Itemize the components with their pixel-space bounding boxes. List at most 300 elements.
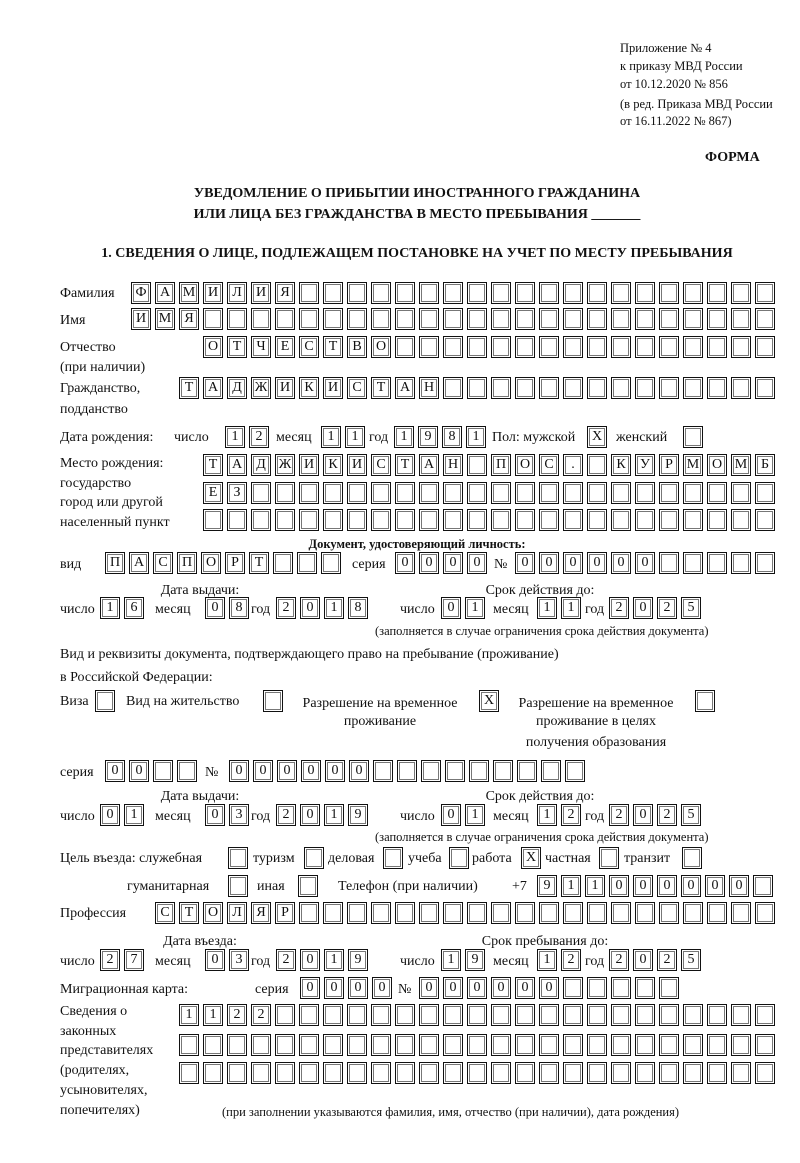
char-cell[interactable]: 1 [324,949,344,971]
char-cell[interactable] [395,336,415,358]
char-cell[interactable]: 0 [300,804,320,826]
char-cell[interactable]: И [251,282,271,304]
char-cell[interactable] [683,552,703,574]
char-cell[interactable]: Т [323,336,343,358]
char-cell[interactable]: 0 [611,552,631,574]
char-cell[interactable] [707,336,727,358]
char-cell[interactable] [443,1062,463,1084]
char-cell[interactable] [347,509,367,531]
char-cell[interactable] [539,509,559,531]
char-cell[interactable] [275,1004,295,1026]
char-cell[interactable] [659,902,679,924]
char-cell[interactable]: 0 [633,597,653,619]
char-cell[interactable] [467,509,487,531]
char-cell[interactable] [707,308,727,330]
char-cell[interactable] [563,308,583,330]
checkbox-cell[interactable] [228,875,248,897]
char-cell[interactable]: 1 [537,597,557,619]
char-cell[interactable] [323,1062,343,1084]
char-cell[interactable]: 2 [227,1004,247,1026]
char-cell[interactable]: 1 [225,426,245,448]
char-cell[interactable] [635,282,655,304]
char-cell[interactable] [371,1004,391,1026]
char-cell[interactable]: С [153,552,173,574]
char-cell[interactable] [611,282,631,304]
char-cell[interactable]: 0 [443,977,463,999]
char-cell[interactable] [635,1034,655,1056]
char-cell[interactable]: 1 [124,804,144,826]
char-cell[interactable]: 0 [419,977,439,999]
char-cell[interactable] [297,552,317,574]
char-cell[interactable]: 9 [537,875,557,897]
char-cell[interactable] [707,282,727,304]
char-cell[interactable] [227,1034,247,1056]
char-cell[interactable] [635,308,655,330]
char-cell[interactable] [563,1004,583,1026]
char-cell[interactable] [611,482,631,504]
char-cell[interactable]: 5 [681,597,701,619]
char-cell[interactable]: И [275,377,295,399]
char-cell[interactable] [443,1034,463,1056]
char-cell[interactable] [371,902,391,924]
char-cell[interactable]: 0 [205,804,225,826]
char-cell[interactable] [683,1034,703,1056]
char-cell[interactable]: 1 [441,949,461,971]
char-cell[interactable] [611,1062,631,1084]
char-cell[interactable]: 2 [251,1004,271,1026]
char-cell[interactable] [707,1062,727,1084]
char-cell[interactable]: 0 [657,875,677,897]
char-cell[interactable]: 0 [539,552,559,574]
char-cell[interactable] [611,377,631,399]
char-cell[interactable]: К [299,377,319,399]
checkbox-cell[interactable] [228,847,248,869]
char-cell[interactable] [755,1034,775,1056]
char-cell[interactable] [323,282,343,304]
char-cell[interactable] [731,509,751,531]
char-cell[interactable]: 2 [609,949,629,971]
char-cell[interactable] [419,336,439,358]
char-cell[interactable]: 0 [467,977,487,999]
char-cell[interactable] [563,482,583,504]
char-cell[interactable]: 0 [300,977,320,999]
char-cell[interactable] [587,282,607,304]
char-cell[interactable]: 1 [466,426,486,448]
char-cell[interactable]: 9 [348,949,368,971]
char-cell[interactable]: 2 [276,597,296,619]
char-cell[interactable] [611,1034,631,1056]
char-cell[interactable] [419,282,439,304]
char-cell[interactable] [755,482,775,504]
char-cell[interactable]: 1 [585,875,605,897]
char-cell[interactable] [443,336,463,358]
char-cell[interactable] [323,482,343,504]
char-cell[interactable] [323,509,343,531]
char-cell[interactable] [299,1004,319,1026]
char-cell[interactable] [395,1004,415,1026]
char-cell[interactable] [539,336,559,358]
char-cell[interactable] [395,1062,415,1084]
char-cell[interactable] [635,1062,655,1084]
char-cell[interactable]: С [347,377,367,399]
char-cell[interactable] [467,377,487,399]
char-cell[interactable] [731,1062,751,1084]
char-cell[interactable] [515,509,535,531]
char-cell[interactable]: 0 [325,760,345,782]
char-cell[interactable]: Л [227,282,247,304]
char-cell[interactable] [659,482,679,504]
char-cell[interactable] [683,1062,703,1084]
char-cell[interactable] [539,902,559,924]
char-cell[interactable] [683,509,703,531]
char-cell[interactable]: Т [371,377,391,399]
char-cell[interactable] [707,902,727,924]
char-cell[interactable] [323,902,343,924]
char-cell[interactable] [635,902,655,924]
char-cell[interactable]: 5 [681,949,701,971]
char-cell[interactable]: С [299,336,319,358]
char-cell[interactable] [731,552,751,574]
char-cell[interactable] [491,1004,511,1026]
char-cell[interactable] [563,1034,583,1056]
char-cell[interactable]: Р [225,552,245,574]
char-cell[interactable]: О [515,454,535,476]
char-cell[interactable] [275,1034,295,1056]
char-cell[interactable] [467,282,487,304]
char-cell[interactable] [179,1034,199,1056]
char-cell[interactable]: 2 [657,949,677,971]
char-cell[interactable] [539,1004,559,1026]
char-cell[interactable]: 0 [515,977,535,999]
char-cell[interactable] [443,1004,463,1026]
char-cell[interactable]: М [683,454,703,476]
char-cell[interactable]: 0 [441,597,461,619]
char-cell[interactable]: А [395,377,415,399]
checkbox-cell[interactable] [95,690,115,712]
checkbox-cell[interactable] [449,847,469,869]
char-cell[interactable]: 7 [124,949,144,971]
char-cell[interactable] [347,1004,367,1026]
char-cell[interactable] [587,1034,607,1056]
char-cell[interactable]: 2 [609,597,629,619]
char-cell[interactable] [659,509,679,531]
char-cell[interactable] [587,482,607,504]
char-cell[interactable]: И [323,377,343,399]
checkbox-cell[interactable] [683,426,703,448]
char-cell[interactable] [707,509,727,531]
char-cell[interactable] [395,482,415,504]
char-cell[interactable] [203,509,223,531]
char-cell[interactable] [467,454,487,476]
char-cell[interactable] [755,1062,775,1084]
char-cell[interactable] [347,1034,367,1056]
char-cell[interactable] [491,1062,511,1084]
char-cell[interactable]: Ф [131,282,151,304]
char-cell[interactable]: 0 [205,597,225,619]
char-cell[interactable]: 0 [587,552,607,574]
char-cell[interactable]: 2 [657,804,677,826]
char-cell[interactable] [467,1004,487,1026]
char-cell[interactable] [731,308,751,330]
char-cell[interactable]: 0 [301,760,321,782]
char-cell[interactable]: 0 [443,552,463,574]
char-cell[interactable] [467,482,487,504]
char-cell[interactable] [539,377,559,399]
char-cell[interactable] [371,482,391,504]
char-cell[interactable]: 9 [348,804,368,826]
char-cell[interactable] [177,760,197,782]
char-cell[interactable] [373,760,393,782]
char-cell[interactable] [753,875,773,897]
char-cell[interactable]: 0 [491,977,511,999]
char-cell[interactable] [299,509,319,531]
char-cell[interactable]: 0 [349,760,369,782]
char-cell[interactable]: 1 [203,1004,223,1026]
char-cell[interactable] [467,1062,487,1084]
char-cell[interactable] [587,1004,607,1026]
char-cell[interactable] [683,282,703,304]
char-cell[interactable]: Б [755,454,775,476]
char-cell[interactable] [371,308,391,330]
char-cell[interactable] [707,1004,727,1026]
char-cell[interactable]: 0 [105,760,125,782]
char-cell[interactable]: Т [179,377,199,399]
char-cell[interactable]: 1 [100,597,120,619]
char-cell[interactable] [395,1034,415,1056]
char-cell[interactable] [347,1062,367,1084]
char-cell[interactable]: 1 [537,804,557,826]
char-cell[interactable]: 2 [249,426,269,448]
char-cell[interactable] [563,902,583,924]
char-cell[interactable] [659,308,679,330]
char-cell[interactable] [683,1004,703,1026]
char-cell[interactable] [395,509,415,531]
char-cell[interactable] [635,1004,655,1026]
char-cell[interactable] [371,509,391,531]
char-cell[interactable] [443,509,463,531]
char-cell[interactable] [587,902,607,924]
char-cell[interactable]: П [177,552,197,574]
char-cell[interactable] [179,1062,199,1084]
char-cell[interactable] [755,902,775,924]
char-cell[interactable] [419,1034,439,1056]
char-cell[interactable]: . [563,454,583,476]
char-cell[interactable]: К [611,454,631,476]
char-cell[interactable] [755,509,775,531]
char-cell[interactable]: А [203,377,223,399]
char-cell[interactable] [731,902,751,924]
char-cell[interactable] [515,482,535,504]
char-cell[interactable]: У [635,454,655,476]
char-cell[interactable] [419,902,439,924]
char-cell[interactable]: 1 [324,804,344,826]
char-cell[interactable] [443,308,463,330]
char-cell[interactable] [251,482,271,504]
char-cell[interactable] [395,902,415,924]
char-cell[interactable] [491,1034,511,1056]
char-cell[interactable]: 1 [321,426,341,448]
char-cell[interactable]: 0 [324,977,344,999]
char-cell[interactable]: 0 [539,977,559,999]
char-cell[interactable] [611,336,631,358]
char-cell[interactable] [563,282,583,304]
char-cell[interactable]: Т [395,454,415,476]
char-cell[interactable]: 0 [441,804,461,826]
char-cell[interactable] [683,336,703,358]
char-cell[interactable]: 0 [277,760,297,782]
char-cell[interactable] [683,308,703,330]
char-cell[interactable]: 0 [253,760,273,782]
char-cell[interactable] [419,1004,439,1026]
char-cell[interactable] [203,1062,223,1084]
char-cell[interactable] [299,1034,319,1056]
char-cell[interactable] [731,1034,751,1056]
char-cell[interactable] [347,308,367,330]
char-cell[interactable]: 0 [705,875,725,897]
char-cell[interactable]: 0 [419,552,439,574]
char-cell[interactable] [611,902,631,924]
char-cell[interactable]: 2 [609,804,629,826]
char-cell[interactable] [443,282,463,304]
char-cell[interactable]: Я [179,308,199,330]
char-cell[interactable]: 2 [276,804,296,826]
char-cell[interactable] [515,902,535,924]
char-cell[interactable]: О [203,902,223,924]
char-cell[interactable] [347,282,367,304]
char-cell[interactable] [371,1062,391,1084]
char-cell[interactable]: А [129,552,149,574]
char-cell[interactable] [467,1034,487,1056]
char-cell[interactable] [755,552,775,574]
char-cell[interactable]: Н [443,454,463,476]
checkbox-cell[interactable] [383,847,403,869]
char-cell[interactable] [563,977,583,999]
char-cell[interactable] [683,902,703,924]
char-cell[interactable] [731,282,751,304]
char-cell[interactable] [395,308,415,330]
char-cell[interactable]: М [155,308,175,330]
char-cell[interactable]: 8 [442,426,462,448]
char-cell[interactable] [491,308,511,330]
char-cell[interactable] [323,308,343,330]
char-cell[interactable]: М [731,454,751,476]
char-cell[interactable] [469,760,489,782]
char-cell[interactable] [491,336,511,358]
char-cell[interactable] [299,282,319,304]
char-cell[interactable]: К [323,454,343,476]
char-cell[interactable] [395,282,415,304]
char-cell[interactable]: 1 [465,597,485,619]
char-cell[interactable]: 2 [657,597,677,619]
char-cell[interactable]: 0 [467,552,487,574]
char-cell[interactable] [731,482,751,504]
char-cell[interactable] [419,308,439,330]
char-cell[interactable]: А [155,282,175,304]
char-cell[interactable]: 0 [563,552,583,574]
char-cell[interactable] [467,902,487,924]
char-cell[interactable]: Я [275,282,295,304]
char-cell[interactable]: О [371,336,391,358]
char-cell[interactable] [755,377,775,399]
char-cell[interactable] [443,482,463,504]
char-cell[interactable]: 1 [537,949,557,971]
char-cell[interactable] [347,902,367,924]
char-cell[interactable]: 0 [633,875,653,897]
char-cell[interactable] [659,336,679,358]
char-cell[interactable] [491,282,511,304]
char-cell[interactable] [587,454,607,476]
char-cell[interactable] [515,1004,535,1026]
char-cell[interactable]: И [131,308,151,330]
checkbox-cell[interactable] [298,875,318,897]
char-cell[interactable]: Р [659,454,679,476]
char-cell[interactable]: Т [227,336,247,358]
char-cell[interactable]: 0 [635,552,655,574]
char-cell[interactable] [515,282,535,304]
char-cell[interactable]: Т [179,902,199,924]
char-cell[interactable] [347,482,367,504]
char-cell[interactable] [323,1004,343,1026]
char-cell[interactable]: 1 [394,426,414,448]
char-cell[interactable] [491,902,511,924]
char-cell[interactable] [659,1004,679,1026]
char-cell[interactable]: Н [419,377,439,399]
checkbox-cell[interactable] [304,847,324,869]
char-cell[interactable]: П [491,454,511,476]
char-cell[interactable]: О [707,454,727,476]
char-cell[interactable]: 0 [633,949,653,971]
char-cell[interactable] [755,282,775,304]
char-cell[interactable] [251,509,271,531]
char-cell[interactable] [515,1034,535,1056]
char-cell[interactable]: Д [251,454,271,476]
char-cell[interactable] [611,509,631,531]
char-cell[interactable]: 2 [561,949,581,971]
char-cell[interactable] [273,552,293,574]
char-cell[interactable] [445,760,465,782]
char-cell[interactable] [541,760,561,782]
char-cell[interactable] [227,1062,247,1084]
char-cell[interactable] [251,1062,271,1084]
char-cell[interactable] [587,509,607,531]
char-cell[interactable] [659,977,679,999]
char-cell[interactable] [443,902,463,924]
char-cell[interactable]: Я [251,902,271,924]
char-cell[interactable] [299,308,319,330]
char-cell[interactable] [635,509,655,531]
char-cell[interactable]: О [203,336,223,358]
char-cell[interactable] [635,977,655,999]
char-cell[interactable] [611,308,631,330]
char-cell[interactable] [635,482,655,504]
char-cell[interactable] [731,336,751,358]
char-cell[interactable] [731,1004,751,1026]
char-cell[interactable] [371,1034,391,1056]
char-cell[interactable] [731,377,751,399]
char-cell[interactable]: 3 [229,949,249,971]
char-cell[interactable]: С [155,902,175,924]
char-cell[interactable] [515,377,535,399]
char-cell[interactable] [563,336,583,358]
char-cell[interactable] [707,552,727,574]
char-cell[interactable]: П [105,552,125,574]
char-cell[interactable] [563,377,583,399]
char-cell[interactable] [707,1034,727,1056]
char-cell[interactable]: Ж [251,377,271,399]
checkbox-cell[interactable] [695,690,715,712]
char-cell[interactable]: Е [203,482,223,504]
char-cell[interactable]: О [201,552,221,574]
